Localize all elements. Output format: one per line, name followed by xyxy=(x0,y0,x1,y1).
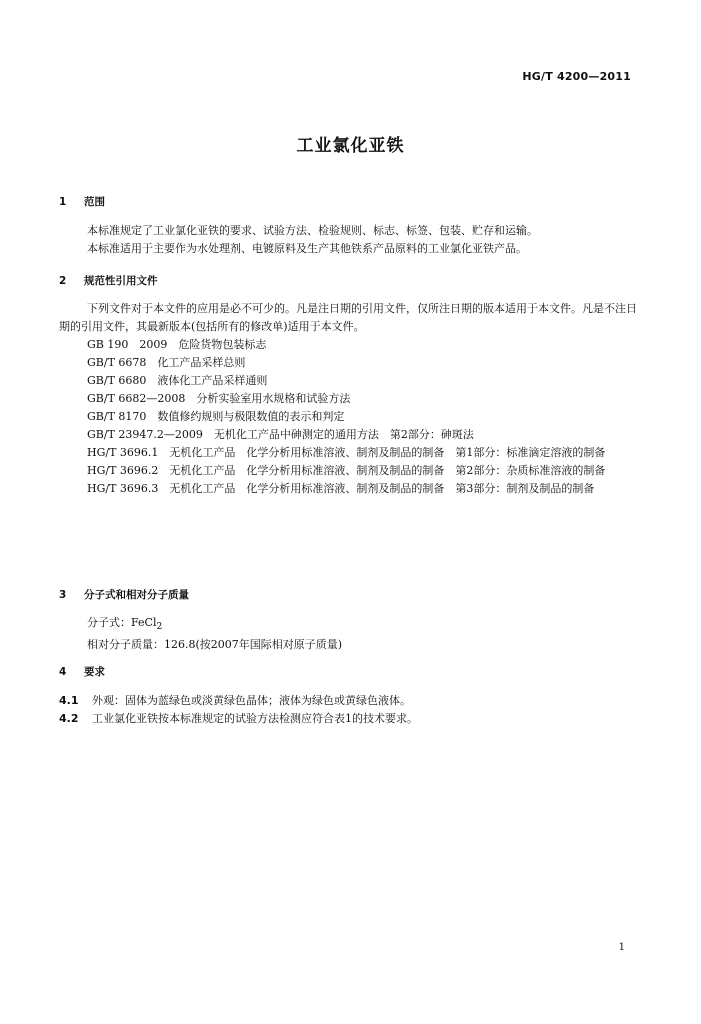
section-4 xyxy=(59,663,637,681)
reference-item: GB 190 2009 危险货物包装标志 xyxy=(87,338,267,351)
clause-text: 外观：固体为蓝绿色或淡黄绿色晶体；液体为绿色或黄绿色液体。 xyxy=(92,694,411,707)
section-1-body xyxy=(59,222,637,258)
section-2 xyxy=(59,272,637,290)
requirement-item xyxy=(59,692,637,710)
clause-number: 4.2 xyxy=(59,712,79,725)
section-1-heading xyxy=(59,193,637,211)
paragraph: 本标准适用于主要作为水处理剂、电镀原料及生产其他铁系产品原料的工业氯化亚铁产品。 xyxy=(87,242,527,255)
requirement-item xyxy=(59,710,637,728)
reference-item: GB/T 23947.2—2009 无机化工产品中砷测定的通用方法 第2部分：砷斑法 xyxy=(87,428,474,441)
section-3-body xyxy=(59,614,637,654)
section-number: 2 xyxy=(59,275,67,287)
section-3-heading xyxy=(59,586,637,604)
clause-number: 4.1 xyxy=(59,694,79,707)
standard-number: HG/T 4200—2011 xyxy=(522,70,631,83)
section-3 xyxy=(59,586,637,604)
page-number: 1 xyxy=(618,942,625,953)
section-title: 分子式和相对分子质量 xyxy=(84,589,189,601)
reference-item: GB/T 6678 化工产品采样总则 xyxy=(87,356,246,369)
molecular-formula xyxy=(59,614,637,636)
reference-item: HG/T 3696.1 无机化工产品 化学分析用标准溶液、制剂及制品的制备 第1部分：标准滴定溶液的制备 xyxy=(87,446,606,459)
molecular-mass: 相对分子质量：126.8(按2007年国际相对原子质量) xyxy=(87,638,343,652)
paragraph: 下列文件对于本文件的应用是必不可少的。凡是注日期的引用文件，仅所注日期的版本适用于本文件。凡是不注日期的引用文件，其最新版本(包括所有的修改单)适用于本文件。 xyxy=(59,302,637,333)
section-4-heading xyxy=(59,663,637,681)
reference-item: GB/T 6682—2008 分析实验室用水规格和试验方法 xyxy=(87,392,351,405)
formula: FeCl xyxy=(131,616,157,629)
formula-subscript: 2 xyxy=(156,621,163,633)
clause-text: 工业氯化亚铁按本标准规定的试验方法检测应符合表1的技术要求。 xyxy=(92,712,418,725)
section-title: 范围 xyxy=(84,196,105,208)
reference-item: HG/T 3696.2 无机化工产品 化学分析用标准溶液、制剂及制品的制备 第2部分：杂质标准溶液的制备 xyxy=(87,464,606,477)
section-2-heading xyxy=(59,272,637,290)
formula-label: 分子式： xyxy=(87,616,131,629)
section-4-body xyxy=(59,692,637,728)
reference-item: GB/T 8170 数值修约规则与极限数值的表示和判定 xyxy=(87,410,345,423)
document-title: 工业氯化亚铁 xyxy=(296,136,405,156)
paragraph: 本标准规定了工业氯化亚铁的要求、试验方法、检验规则、标志、标签、包装、贮存和运输。 xyxy=(87,224,538,237)
section-number: 4 xyxy=(59,666,67,678)
section-title: 规范性引用文件 xyxy=(84,275,158,287)
section-2-body xyxy=(59,300,637,498)
section-number: 1 xyxy=(59,196,67,208)
reference-item: GB/T 6680 液体化工产品采样通则 xyxy=(87,374,268,387)
section-title: 要求 xyxy=(84,666,105,678)
reference-item: HG/T 3696.3 无机化工产品 化学分析用标准溶液、制剂及制品的制备 第3部分：制剂及制品的制备 xyxy=(87,482,595,495)
section-number: 3 xyxy=(59,589,67,601)
section-1 xyxy=(59,193,637,211)
